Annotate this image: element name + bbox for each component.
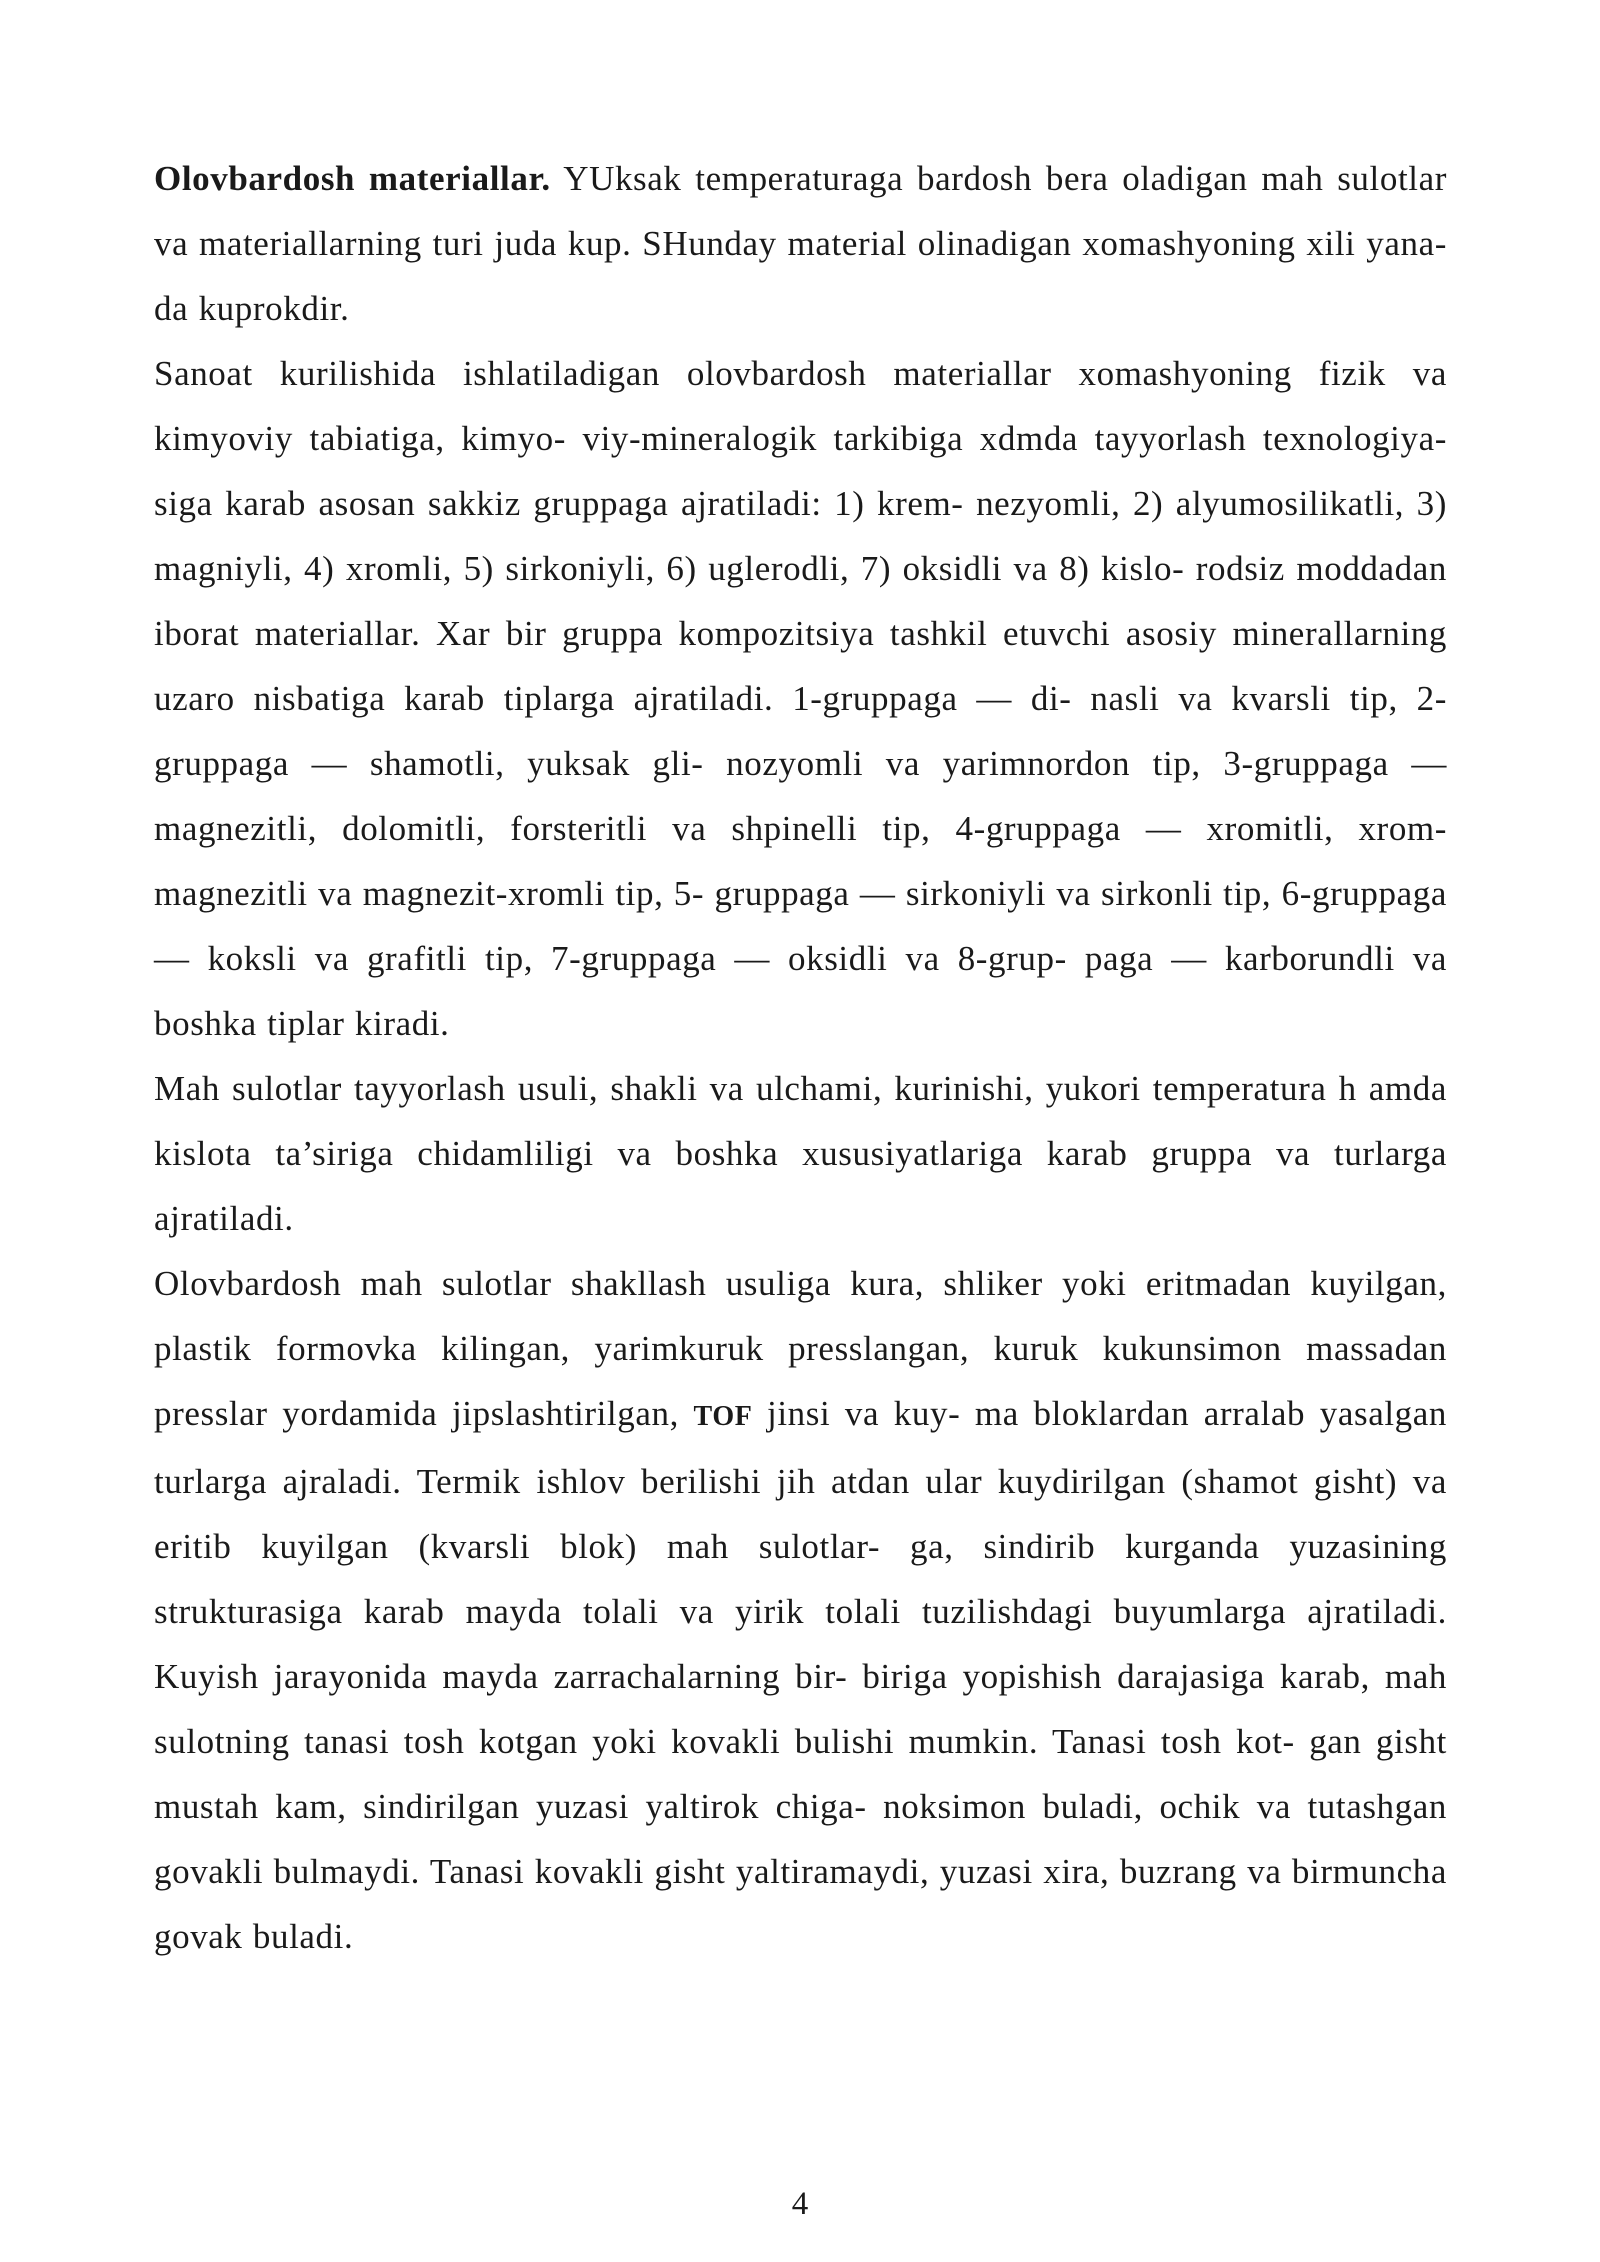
page-number: 4 — [791, 2186, 809, 2222]
section-heading-refractory-materials: Olovbardosh materiallar. — [154, 159, 551, 198]
paragraph-text-before: Olovbardosh mah sulotlar shakllash usuliga kura, shliker yoki eritmadan kuyilgan, plastik formovka kilingan, yarimkuruk presslangan, kuruk kukunsimon massadan presslar yordamida jipslashtirilgan, — [154, 1264, 1447, 1433]
paragraph-shaping-methods — [154, 1251, 1447, 1969]
paragraph-text: Sanoat kurilishida ishlatiladigan olovbardosh materiallar xomashyoning fizik va kimyoviy tabiatiga, kimyo- viy-mineralogik tarkibiga xdmda tayyorlash texnologiya- siga karab asosan sakkiz gruppaga ajratiladi: 1) krem- nezyomli, 2) alyumosilikatli, 3) magniyli, 4) xromli, 5) sirkoniyli, 6) uglerodli, 7) oksidli va 8) kislo- rodsiz moddadan iborat materiallar. Xar bir gruppa kompozitsiya tashkil etuvchi asosiy minerallarning uzaro nisbatiga karab tiplarga ajratiladi. 1-gruppaga — di- nasli va kvarsli tip, 2-gruppaga — shamotli, yuksak gli- nozyomli va yarimnordon tip, 3-gruppaga — magnezitli, dolomitli, forsteritli va shpinelli tip, 4-gruppaga — xromitli, xrom-magnezitli va magnezit-xromli tip, 5- gruppaga — sirkoniyli va sirkonli tip, 6-gruppaga — koksli va grafitli tip, 7-gruppaga — oksidli va 8-grup- paga — karborundli va boshka tiplar kiradi. — [154, 354, 1447, 1043]
paragraph-classification-groups — [154, 341, 1447, 1056]
paragraph-text: Mah sulotlar tayyorlash usuli, shakli va ulchami, kurinishi, yukori temperatura h amda kislota ta’siriga chidamliligi va boshka xususiyatlariga karab gruppa va turlarga ajratiladi. — [154, 1069, 1447, 1238]
paragraph-text: YUksak temperaturaga bardosh bera oladigan mah sulotlar va materiallarning turi juda kup. SHunday material olinadigan xomashyoning xili yana- da kuprokdir. — [154, 159, 1447, 328]
document-page — [154, 146, 1447, 1969]
paragraph-text-after: jinsi va kuy- ma bloklardan arralab yasalgan turlarga ajraladi. Termik ishlov berilishi jih atdan ular kuydirilgan (shamot gisht) va eritib kuyilgan (kvarsli blok) mah sulotlar- ga, sindirib kurganda yuzasining strukturasiga karab mayda tolali va yirik tolali tuzilishdagi buyumlarga ajratiladi. Kuyish jarayonida mayda zarrachalarning bir- biriga yopishish darajasiga karab, mah sulotning tanasi tosh kotgan yoki kovakli bulishi mumkin. Tanasi tosh kot- gan gisht mustah kam, sindirilgan yuzasi yaltirok chiga- noksimon buladi, ochik va tutashgan govakli bulmaydi. Tanasi kovakli gisht yaltiramaydi, yuzasi xira, buzrang va birmuncha govak buladi. — [154, 1394, 1447, 1956]
paragraph-product-properties — [154, 1056, 1447, 1251]
paragraph-refractory-intro — [154, 146, 1447, 341]
inline-bold-term: TOF — [693, 1401, 753, 1432]
